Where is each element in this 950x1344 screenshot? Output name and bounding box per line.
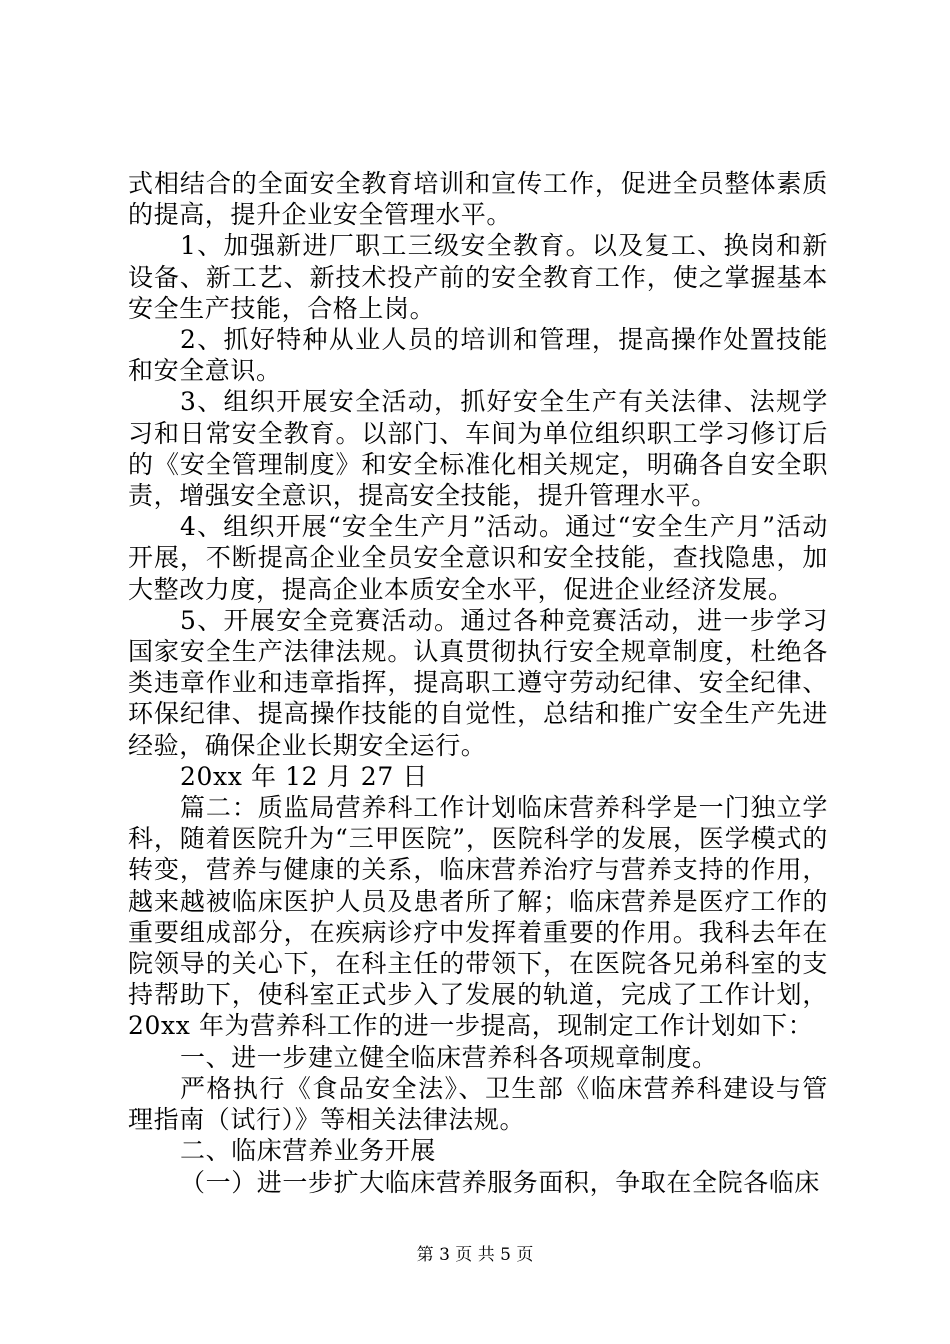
paragraph: 3、组织开展安全活动，抓好安全生产有关法律、法规学习和日常安全教育。以部门、车间为单位组织职工学习修订后的《安全管理制度》和安全标准化相关规定，明确各自安全职责，增强安全意识，提高安全技能，提升管理水平。 [128, 387, 828, 511]
paragraph: （一）进一步扩大临床营养服务面积，争取在全院各临床 [180, 1167, 821, 1197]
paragraph: 严格执行《食品安全法》、卫生部《临床营养科建设与管理指南（试行）》等相关法律法规。 [128, 1073, 828, 1135]
page-footer [0, 1244, 950, 1266]
paragraph: 篇二：质监局营养科工作计划临床营养科学是一门独立学科，随着医院升为“三甲医院”，医院科学的发展，医学模式的转变，营养与健康的关系，临床营养治疗与营养支持的作用，越来越被临床医护人员及患者所了解；临床营养是医疗工作的重要组成部分，在疾病诊疗中发挥着重要的作用。我科去年在院领导的关心下，在科主任的带领下，在医院各兄弟科室的支持帮助下，使科室正式步入了发展的轨道，完成了工作计划，20xx 年为营养科工作的进一步提高，现制定工作计划如下： [128, 793, 828, 1041]
section-heading: 一、进一步建立健全临床营养科各项规章制度。 [180, 1042, 718, 1072]
paragraph: 4、组织开展“安全生产月”活动。通过“安全生产月”活动开展，不断提高企业全员安全意识和安全技能，查找隐患，加大整改力度，提高企业本质安全水平，促进企业经济发展。 [128, 512, 828, 604]
document-body [128, 168, 828, 1198]
section-heading: 二、临床营养业务开展 [180, 1136, 437, 1166]
date-line: 20xx 年 12 月 27 日 [180, 761, 428, 791]
paragraph: 2、抓好特种从业人员的培训和管理，提高操作处置技能和安全意识。 [128, 325, 828, 386]
paragraph: 5、开展安全竞赛活动。通过各种竞赛活动，进一步学习国家安全生产法律法规。认真贯彻执行安全规章制度，杜绝各类违章作业和违章指挥，提高职工遵守劳动纪律、安全纪律、环保纪律、提高操作技能的自觉性，总结和推广安全生产先进经验，确保企业长期安全运行。 [128, 605, 828, 760]
page-number-label: 第 3 页 共 5 页 [416, 1245, 534, 1265]
paragraph: 式相结合的全面安全教育培训和宣传工作，促进全员整体素质的提高，提升企业安全管理水平。 [128, 169, 828, 230]
paragraph: 1、加强新进厂职工三级安全教育。以及复工、换岗和新设备、新工艺、新技术投产前的安全教育工作，使之掌握基本安全生产技能，合格上岗。 [128, 231, 828, 323]
